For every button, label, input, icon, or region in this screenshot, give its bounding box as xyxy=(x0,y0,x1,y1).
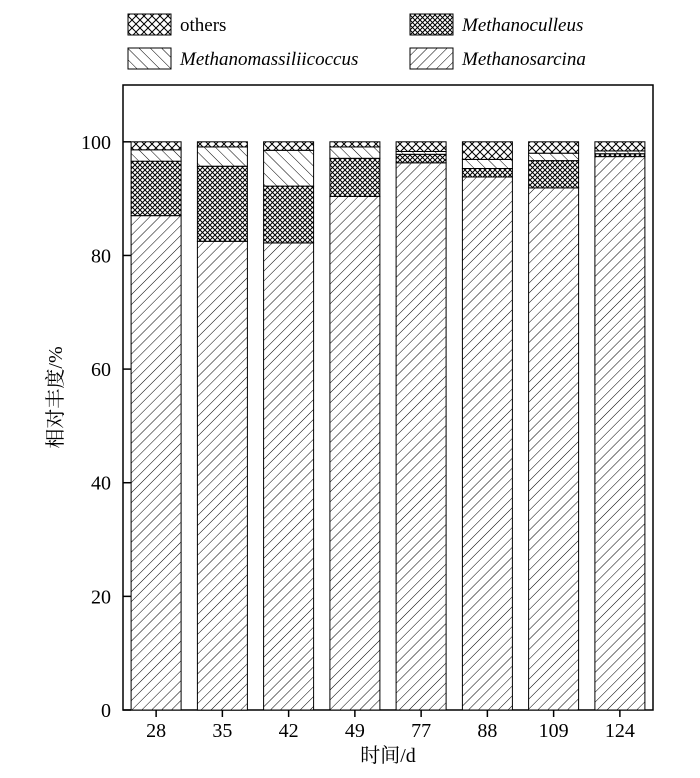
legend-item-others xyxy=(128,14,226,36)
x-tick-label-35: 35 xyxy=(212,720,233,742)
bar-segment-methanomassiliicoccus-49 xyxy=(330,147,380,158)
legend-label-methanomassiliicoccus: Methanomassiliicoccus xyxy=(180,49,359,70)
bar-segment-others-35 xyxy=(197,142,247,147)
bar-segment-others-77 xyxy=(396,142,446,152)
x-tick-label-109: 109 xyxy=(538,720,569,742)
bar-segment-methanoculleus-42 xyxy=(264,186,314,243)
legend-item-methanosarcina xyxy=(410,48,586,70)
bar-segment-methanosarcina-42 xyxy=(264,243,314,710)
bar-segment-methanoculleus-88 xyxy=(462,169,512,178)
bar-segment-methanoculleus-28 xyxy=(131,161,181,216)
legend-label-others: others xyxy=(180,15,227,36)
y-tick-label-100: 100 xyxy=(81,131,111,154)
y-tick-label-0: 0 xyxy=(101,700,111,722)
bar-segment-methanomassiliicoccus-42 xyxy=(264,150,314,186)
bar-segment-methanoculleus-49 xyxy=(330,158,380,196)
y-axis-label: 相对丰度/% xyxy=(45,346,67,449)
legend-item-methanomassiliicoccus xyxy=(128,48,358,70)
bar-segment-methanomassiliicoccus-28 xyxy=(131,150,181,161)
bar-segment-methanomassiliicoccus-109 xyxy=(529,153,579,160)
y-tick-label-80: 80 xyxy=(91,245,111,268)
bar-segment-methanosarcina-77 xyxy=(396,163,446,710)
legend-swatch-methanomassiliicoccus xyxy=(128,48,171,69)
bar-segment-methanosarcina-28 xyxy=(131,216,181,710)
bar-segment-methanomassiliicoccus-35 xyxy=(197,147,247,166)
x-tick-label-77: 77 xyxy=(411,720,432,742)
bar-segment-methanosarcina-88 xyxy=(462,177,512,710)
x-tick-label-42: 42 xyxy=(278,720,299,742)
y-tick-label-20: 20 xyxy=(91,586,111,609)
x-tick-label-49: 49 xyxy=(344,720,365,742)
bar-segment-methanosarcina-124 xyxy=(595,157,645,710)
bar-segment-methanoculleus-124 xyxy=(595,154,645,157)
x-tick-label-124: 124 xyxy=(604,720,635,742)
bar-segment-others-49 xyxy=(330,142,380,147)
bar-segment-others-88 xyxy=(462,142,512,160)
legend-item-methanoculleus xyxy=(410,14,583,36)
bars xyxy=(131,142,645,710)
y-tick-label-40: 40 xyxy=(91,472,111,495)
bar-segment-others-109 xyxy=(529,142,579,153)
legend xyxy=(128,14,586,70)
bar-segment-others-42 xyxy=(264,142,314,151)
legend-swatch-methanosarcina xyxy=(410,48,453,69)
bar-segment-methanosarcina-109 xyxy=(529,188,579,710)
bar-segment-methanoculleus-77 xyxy=(396,154,446,163)
bar-segment-others-124 xyxy=(595,142,645,151)
legend-swatch-others xyxy=(128,14,171,35)
legend-swatch-methanoculleus xyxy=(410,14,453,35)
bar-segment-methanosarcina-35 xyxy=(197,241,247,710)
bar-segment-others-28 xyxy=(131,142,181,150)
x-tick-label-88: 88 xyxy=(477,720,498,742)
x-axis-label: 时间/d xyxy=(360,745,416,767)
bar-segment-methanomassiliicoccus-88 xyxy=(462,159,512,168)
bar-segment-methanoculleus-109 xyxy=(529,161,579,188)
x-axis xyxy=(146,710,635,742)
bar-segment-methanoculleus-35 xyxy=(197,166,247,241)
legend-label-methanoculleus: Methanoculleus xyxy=(462,15,584,36)
y-tick-label-60: 60 xyxy=(91,359,111,382)
legend-label-methanosarcina: Methanosarcina xyxy=(462,49,586,70)
x-tick-label-28: 28 xyxy=(146,720,167,742)
bar-segment-methanosarcina-49 xyxy=(330,196,380,710)
